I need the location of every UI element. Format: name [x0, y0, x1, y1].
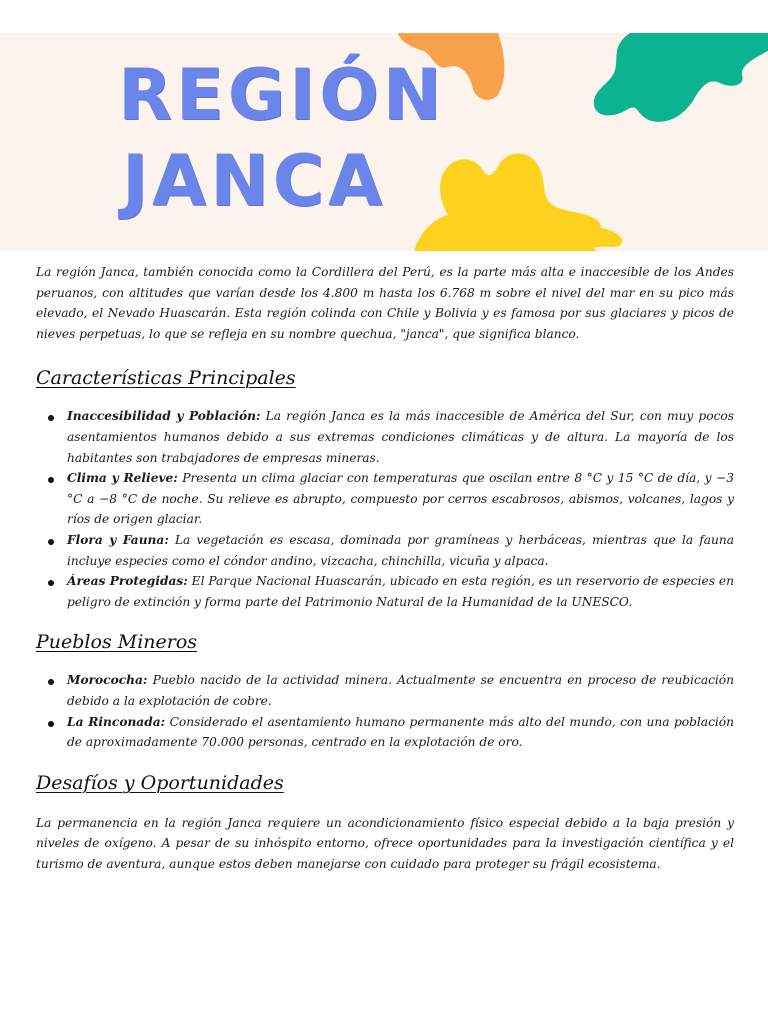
list-item-text: La vegetación es escasa, dominada por gramíneas y herbáceas, mientras que la fauna incluye especies como el cóndor andino, vizcacha, chinchilla, vicuña y alpaca. [67, 532, 734, 568]
list-item [36, 712, 734, 753]
pueblos-mineros-list [36, 670, 734, 752]
list-item-term: Áreas Protegidas: [67, 574, 188, 589]
bullet-dot [48, 477, 54, 483]
list-item-text: Presenta un clima glaciar con temperaturas que oscilan entre 8 °C y 15 °C de día, y −3 °C a −8 °C de noche. Su relieve es abrupto, compuesto por cerros escabrosos, abismos, volcanes, lagos y ríos de origen glaciar. [67, 471, 734, 527]
desafios-paragraph: La permanencia en la región Janca requiere un acondicionamiento físico especial debido a la baja presión y niveles de oxígeno. A pesar de su inhóspito entorno, ofrece oportunidades para la investigación científica y el turismo de aventura, aunque estos deben manejarse con cuidado para proteger su frágil ecosistema. [36, 815, 734, 871]
intro-paragraph: La región Janca, también conocida como la Cordillera del Perú, es la parte más alta e inaccesible de los Andes peruanos, con altitudes que varían desde los 4.800 m hasta los 6.768 m sobre el nivel del mar en su pico más elevado, el Nevado Huascarán. Esta región colinda con Chile y Bolivia y es famosa por sus glaciares y picos de nieves perpetuas, lo que se refleja en su nombre quechua, "janca", que significa blanco. [36, 265, 734, 341]
section-heading-caracteristicas: Características Principales [36, 367, 296, 390]
list-item-term: Clima y Relieve: [67, 471, 178, 486]
list-item-term: Inaccesibilidad y Población: [67, 409, 261, 424]
section-heading-desafios: Desafíos y Oportunidades [36, 771, 284, 794]
list-item [36, 670, 734, 711]
page-title-line1: REGIÓN [118, 54, 446, 136]
list-item [36, 406, 734, 468]
yellow-leaf-tip [560, 226, 622, 251]
bullet-dot [48, 721, 54, 727]
list-item-term: La Rinconada: [67, 714, 166, 729]
bullet-dot [48, 539, 54, 545]
header-banner [0, 33, 768, 251]
bullet-dot [48, 580, 54, 586]
green-leaf-shape [594, 33, 768, 122]
bullet-dot [48, 679, 54, 685]
list-item-term: Morococha: [67, 673, 148, 688]
caracteristicas-list [36, 406, 734, 612]
list-item-term: Flora y Fauna: [67, 532, 169, 547]
list-item-text: El Parque Nacional Huascarán, ubicado en esta región, es un reservorio de especies en peligro de extinción y forma parte del Patrimonio Natural de la Humanidad de la UNESCO. [67, 574, 734, 609]
list-item [36, 530, 734, 571]
list-item-text: Pueblo nacido de la actividad minera. Actualmente se encuentra en proceso de reubicación debido a la explotación de cobre. [67, 673, 734, 708]
section-heading-pueblos-mineros: Pueblos Mineros [36, 631, 198, 654]
page-top-margin [0, 0, 768, 33]
list-item-text: La región Janca es la más inaccesible de América del Sur, con muy pocos asentamientos humanos debido a sus extremas condiciones climáticas y de altura. La mayoría de los habitantes son trabajadores de empresas mineras. [67, 409, 734, 465]
bullet-dot [48, 415, 54, 421]
list-item [36, 468, 734, 530]
document-body [36, 262, 734, 874]
list-item [36, 571, 734, 612]
list-item-text: Considerado el asentamiento humano permanente más alto del mundo, con una población de aproximadamente 70.000 personas, centrado en la explotación de oro. [67, 714, 734, 750]
page-title-line2: JANCA [122, 140, 387, 222]
